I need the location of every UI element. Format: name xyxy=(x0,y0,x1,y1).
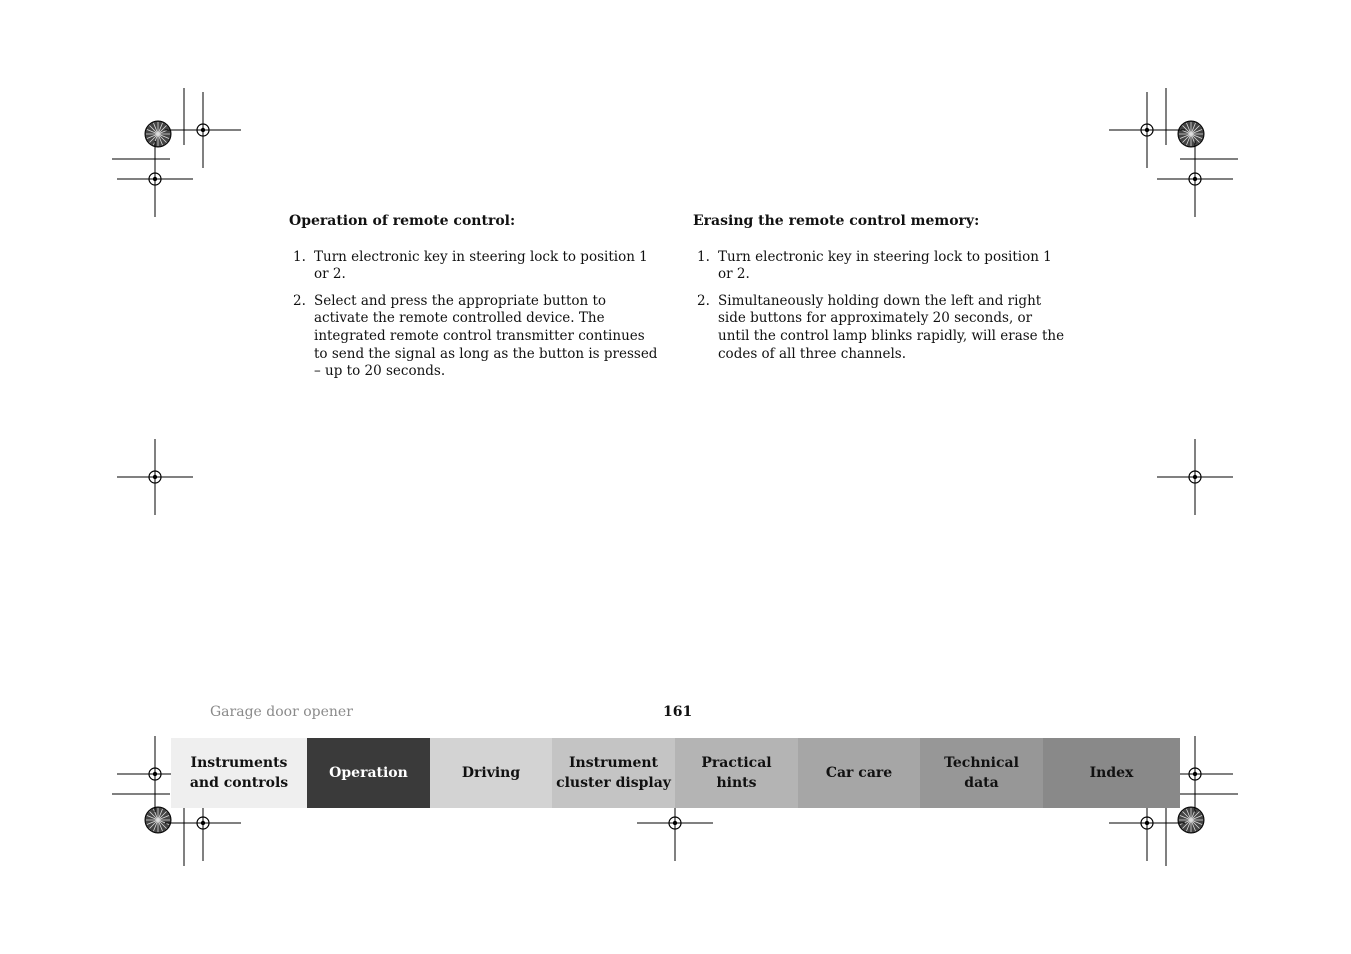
step-text: Turn electronic key in steering lock to position 1 or 2. xyxy=(314,248,648,283)
step-number: 1. xyxy=(697,248,710,265)
erase-step-2 xyxy=(693,293,1065,363)
erase-memory-heading: Erasing the remote control memory: xyxy=(693,213,980,229)
tab-index[interactable]: Index xyxy=(1043,738,1180,808)
erase-memory-steps xyxy=(693,249,1065,364)
step-text: Select and press the appropriate button to activate the remote controlled device. The integrated remote control transmitter continues to send the signal as long as the button is pressed – up to 20 seconds. xyxy=(314,292,658,380)
tab-car-care[interactable]: Car care xyxy=(798,738,920,808)
step-number: 2. xyxy=(293,292,306,309)
erase-memory-section xyxy=(693,213,1065,372)
tab-instruments-and-controls[interactable]: Instruments and controls xyxy=(171,738,307,808)
tab-driving[interactable]: Driving xyxy=(430,738,552,808)
tab-technical-data[interactable]: Technical data xyxy=(920,738,1043,808)
operation-heading: Operation of remote control: xyxy=(289,213,516,229)
step-number: 2. xyxy=(697,292,710,309)
erase-step-1 xyxy=(693,249,1065,284)
operation-step-1 xyxy=(289,249,661,284)
step-text: Turn electronic key in steering lock to position 1 or 2. xyxy=(718,248,1052,283)
operation-section xyxy=(289,213,661,390)
page-number: 161 xyxy=(663,704,693,720)
operation-steps xyxy=(289,249,661,381)
operation-step-2 xyxy=(289,293,661,381)
section-title: Garage door opener xyxy=(210,704,353,720)
tab-operation[interactable]: Operation xyxy=(307,738,430,808)
step-number: 1. xyxy=(293,248,306,265)
chapter-nav xyxy=(171,738,1180,808)
tab-instrument-cluster-display[interactable]: Instrument cluster display xyxy=(552,738,675,808)
tab-practical-hints[interactable]: Practical hints xyxy=(675,738,798,808)
step-text: Simultaneously holding down the left and right side buttons for approximately 20 seconds, or until the control lamp blinks rapidly, will erase the codes of all three channels. xyxy=(718,292,1065,362)
